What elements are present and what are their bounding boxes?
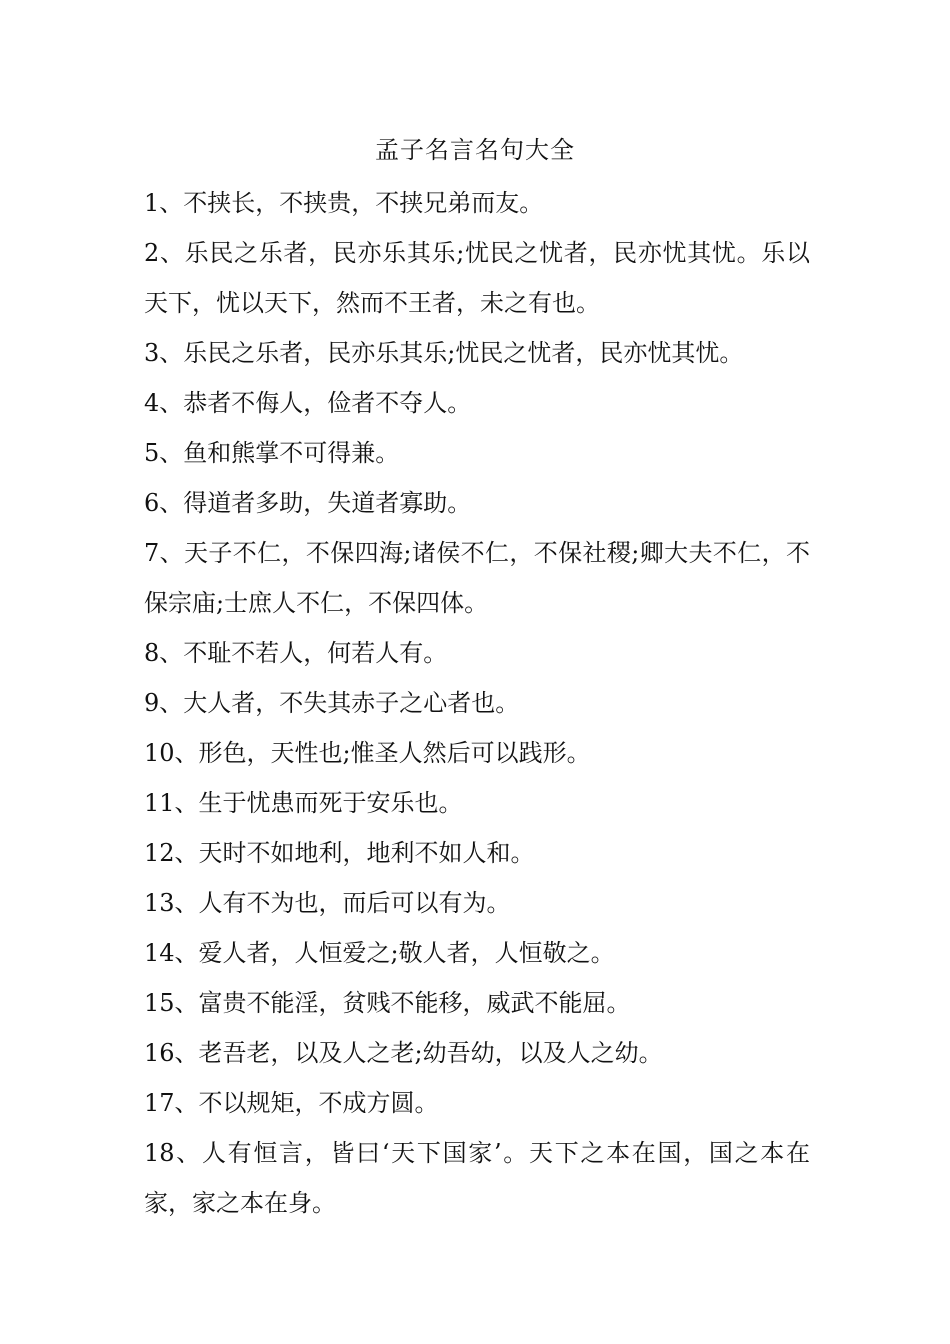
- quote-item: 8、不耻不若人，何若人有。: [144, 639, 448, 667]
- quote-item: 16、老吾老，以及人之老;幼吾幼，以及人之幼。: [144, 1039, 663, 1067]
- quote-item: 10、形色，天性也;惟圣人然后可以践形。: [144, 739, 591, 767]
- quote-item: 11、生于忧患而死于安乐也。: [144, 789, 463, 817]
- quote-item: 5、鱼和熊掌不可得兼。: [144, 439, 400, 467]
- quote-item: 14、爱人者，人恒爱之;敬人者，人恒敬之。: [144, 939, 615, 967]
- quote-item: 12、天时不如地利，地利不如人和。: [144, 839, 535, 867]
- quote-item: 13、人有不为也，而后可以有为。: [144, 889, 511, 917]
- quote-list: [144, 178, 810, 1228]
- quote-item: 4、恭者不侮人，俭者不夺人。: [144, 389, 472, 417]
- quote-item: 1、不挟长，不挟贵，不挟兄弟而友。: [144, 189, 544, 217]
- quote-item: 2、乐民之乐者，民亦乐其乐;忧民之忧者，民亦忧其忧。乐以天下，忧以天下，然而不王者，未之有也。: [144, 239, 810, 317]
- document-title: 孟子名言名句大全: [375, 136, 575, 164]
- quote-item: 18、人有恒言，皆曰‘天下国家’。天下之本在国，国之本在家，家之本在身。: [144, 1139, 810, 1217]
- quote-item: 6、得道者多助，失道者寡助。: [144, 489, 472, 517]
- quote-item: 7、天子不仁，不保四海;诸侯不仁，不保社稷;卿大夫不仁，不保宗庙;士庶人不仁，不保四体。: [144, 539, 810, 617]
- quote-item: 3、乐民之乐者，民亦乐其乐;忧民之忧者，民亦忧其忧。: [144, 339, 744, 367]
- quote-item: 9、大人者，不失其赤子之心者也。: [144, 689, 520, 717]
- quote-item: 15、富贵不能淫，贫贱不能移，威武不能屈。: [144, 989, 631, 1017]
- quote-item: 17、不以规矩，不成方圆。: [144, 1089, 439, 1117]
